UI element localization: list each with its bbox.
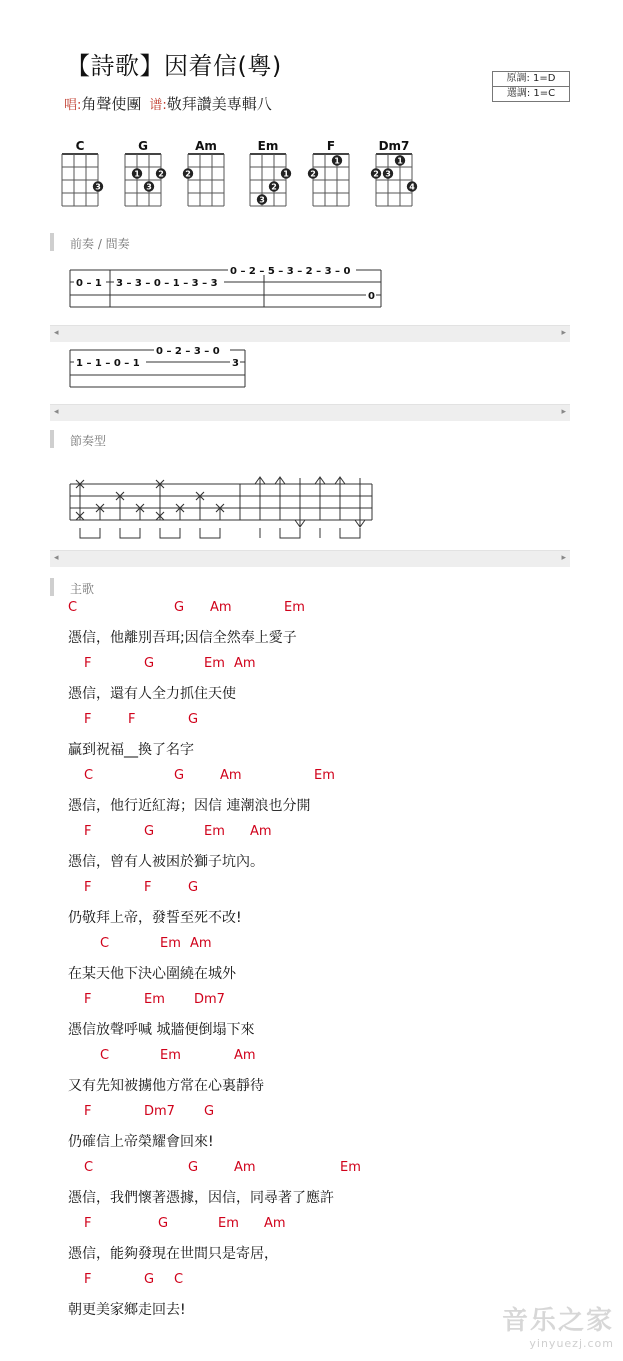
chord-name: G: [138, 139, 148, 153]
fretboard: [178, 151, 234, 209]
watermark-url: yinyuezj.com: [529, 1337, 614, 1350]
watermark: [474, 1300, 614, 1350]
svg-text:3: 3: [95, 182, 101, 192]
chord-label: F: [84, 880, 92, 895]
lyric-line: [68, 1212, 334, 1268]
scroll-right-icon[interactable]: ▸: [561, 553, 566, 563]
fretboard: [303, 151, 359, 209]
singer-label: 唱:: [64, 98, 82, 113]
svg-text:2: 2: [310, 169, 316, 179]
chord-label: F: [84, 656, 92, 671]
horizontal-scrollbar[interactable]: [50, 550, 570, 567]
finger-dot: [383, 168, 393, 178]
lyric-text: 朝更美家鄉走回去!: [68, 1302, 186, 1318]
chord-label: C: [174, 1272, 184, 1287]
intro-tab-1: [68, 262, 388, 312]
chord-label: Em: [284, 600, 305, 615]
lyric-text: 憑信放聲呼喊 城牆便倒塌下來: [68, 1022, 255, 1038]
svg-text:3: 3: [146, 182, 152, 192]
chord-label: Am: [210, 600, 232, 615]
finger-dot: [93, 181, 103, 191]
svg-text:2: 2: [271, 182, 277, 192]
section-marker: [50, 578, 54, 596]
lyric-line: [68, 1268, 334, 1324]
chord-label: F: [84, 1272, 92, 1287]
horizontal-scrollbar[interactable]: [50, 325, 570, 342]
chord-label: F: [84, 712, 92, 727]
lyric-text: 憑信，能夠發現在世間只是寄居，: [68, 1246, 278, 1262]
lyric-text: 仍敬拜上帝，發誓至死不改!: [68, 910, 242, 926]
watermark-text: 音乐之家: [501, 1306, 614, 1336]
fretboard: [52, 151, 108, 209]
lyric-text: 仍確信上帝榮耀會回來!: [68, 1134, 214, 1150]
svg-text:1: 1: [283, 169, 289, 179]
chord-label: G: [144, 1272, 155, 1287]
scroll-right-icon[interactable]: ▸: [561, 407, 566, 417]
singer-name: 角聲使團: [81, 95, 142, 113]
chord-label: Em: [314, 768, 335, 783]
chord-label: F: [144, 880, 152, 895]
chord-label: Am: [264, 1216, 286, 1231]
chord-label: Am: [234, 656, 256, 671]
scroll-left-icon[interactable]: ◂: [54, 553, 59, 563]
svg-text:2: 2: [373, 169, 379, 179]
chord-label: Em: [144, 992, 165, 1007]
chord-name: C: [75, 139, 85, 153]
scroll-left-icon[interactable]: ◂: [54, 328, 59, 338]
finger-dot: [144, 181, 154, 191]
finger-dot: [281, 168, 291, 178]
section-marker: [50, 233, 54, 251]
chord-label: Em: [160, 1048, 181, 1063]
chord-label: G: [174, 768, 185, 783]
svg-text:4: 4: [409, 182, 415, 192]
chord-label: C: [68, 600, 78, 615]
finger-dot: [132, 168, 142, 178]
chord-label: G: [144, 824, 155, 839]
fretboard: [366, 151, 422, 209]
tab-notes: 0: [368, 291, 375, 302]
finger-dot: [308, 168, 318, 178]
chord-row: [68, 876, 334, 904]
section-marker: [50, 430, 54, 448]
section-rhythm-label: 節奏型: [70, 434, 107, 448]
lyric-text: 在某天他下決心圍繞在城外: [68, 966, 236, 982]
chord-label: F: [84, 1216, 92, 1231]
finger-dot: [332, 155, 342, 165]
song-title: 【詩歌】因着信(粵): [66, 52, 282, 80]
lyric-line: [68, 988, 334, 1044]
chosen-key: 選調: 1=C: [493, 86, 569, 101]
lyric-line: [68, 1156, 361, 1212]
svg-text:1: 1: [134, 169, 140, 179]
lyric-text: 憑信，曾有人被困於獅子坑內。: [68, 854, 264, 870]
lyric-text: 憑信，我們懷著憑據，因信，同尋著了應許: [68, 1190, 334, 1206]
tab-notes: 1 – 1 – 0 – 1: [76, 358, 140, 369]
chord-label: G: [188, 712, 199, 727]
lyric-line: [68, 764, 334, 820]
chord-row: [68, 988, 334, 1016]
chord-label: G: [174, 600, 185, 615]
chord-label: Am: [234, 1048, 256, 1063]
svg-text:3: 3: [259, 195, 265, 205]
intro-tab-2: [68, 342, 248, 392]
chord-label: G: [188, 880, 199, 895]
original-key: 原調: 1=D: [506, 73, 556, 84]
chord-label: F: [84, 824, 92, 839]
chord-label: F: [128, 712, 136, 727]
chord-label: Am: [220, 768, 242, 783]
lyric-text: 憑信，他行近紅海；因信 連潮浪也分開: [68, 798, 311, 814]
chord-label: Am: [190, 936, 212, 951]
lyric-text: 憑信，他離別吾珥;因信全然奉上愛子: [68, 630, 297, 646]
chord-label: G: [144, 656, 155, 671]
chord-row: [68, 652, 334, 680]
chord-name: F: [326, 139, 336, 153]
tab-notes: 3: [232, 358, 239, 369]
chord-label: Em: [218, 1216, 239, 1231]
chord-name: Dm7: [378, 139, 410, 153]
finger-dot: [156, 168, 166, 178]
chord-row: [68, 820, 334, 848]
svg-text:1: 1: [334, 156, 340, 166]
chord-label: C: [100, 1048, 110, 1063]
credits: [64, 93, 272, 114]
chord-row: [68, 1268, 334, 1296]
chord-label: Em: [160, 936, 181, 951]
chord-label: F: [84, 1104, 92, 1119]
chord-row: [68, 764, 334, 792]
svg-text:3: 3: [385, 169, 391, 179]
rhythm-pattern: [68, 470, 378, 546]
chord-row: [68, 1100, 334, 1128]
finger-dot: [395, 155, 405, 165]
finger-dot: [269, 181, 279, 191]
chord-row: [68, 596, 334, 624]
scroll-right-icon[interactable]: ▸: [561, 328, 566, 338]
finger-dot: [183, 168, 193, 178]
chord-label: Em: [340, 1160, 361, 1175]
chord-label: C: [84, 1160, 94, 1175]
chord-label: G: [158, 1216, 169, 1231]
chord-label: Dm7: [194, 992, 225, 1007]
lyric-text: 憑信，還有人全力抓住天使: [68, 686, 236, 702]
lyric-text: 又有先知被擄他方常在心裏靜待: [68, 1078, 264, 1094]
chord-label: Am: [234, 1160, 256, 1175]
chord-label: G: [188, 1160, 199, 1175]
chord-row: [68, 708, 334, 736]
chord-label: Dm7: [144, 1104, 175, 1119]
lyric-line: [68, 708, 334, 764]
key-box: [492, 71, 570, 102]
chord-label: C: [84, 768, 94, 783]
score-name: 敬拜讚美専輯八: [166, 95, 272, 113]
fretboard: [115, 151, 171, 209]
chord-name: Am: [195, 139, 217, 153]
chord-label: Em: [204, 824, 225, 839]
chord-row: [68, 932, 334, 960]
lyric-line: [68, 820, 334, 876]
lyrics-block: [68, 596, 361, 1324]
lyric-line: [68, 876, 334, 932]
fretboard: [240, 151, 296, 209]
section-verse-label: 主歌: [70, 582, 95, 596]
lyric-line: [68, 1044, 334, 1100]
svg-text:2: 2: [158, 169, 164, 179]
lyric-line: [68, 932, 334, 988]
lyric-text: 贏到祝福__換了名字: [68, 742, 194, 758]
chord-label: G: [204, 1104, 215, 1119]
finger-dot: [407, 181, 417, 191]
finger-dot: [257, 194, 267, 204]
chord-row: [68, 1156, 361, 1184]
tab-notes: 3 – 3 – 0 – 1 – 3 – 3: [116, 278, 218, 289]
svg-text:2: 2: [185, 169, 191, 179]
chord-name: Em: [257, 139, 279, 153]
chord-row: [68, 1044, 334, 1072]
finger-dot: [371, 168, 381, 178]
lyric-line: [68, 596, 334, 652]
lyric-line: [68, 1100, 334, 1156]
chord-label: F: [84, 992, 92, 1007]
section-intro-label: 前奏 / 間奏: [70, 237, 130, 251]
scroll-left-icon[interactable]: ◂: [54, 407, 59, 417]
svg-text:1: 1: [397, 156, 403, 166]
tab-notes: 0 – 2 – 5 – 3 – 2 – 3 – 0: [230, 266, 351, 277]
lyric-line: [68, 652, 334, 708]
chord-label: C: [100, 936, 110, 951]
tab-notes: 0 – 2 – 3 – 0: [156, 346, 220, 357]
chord-label: Am: [250, 824, 272, 839]
horizontal-scrollbar[interactable]: [50, 404, 570, 421]
tab-notes: 0 – 1: [76, 278, 102, 289]
chord-row: [68, 1212, 334, 1240]
score-label: 谱:: [149, 98, 167, 113]
chord-label: Em: [204, 656, 225, 671]
